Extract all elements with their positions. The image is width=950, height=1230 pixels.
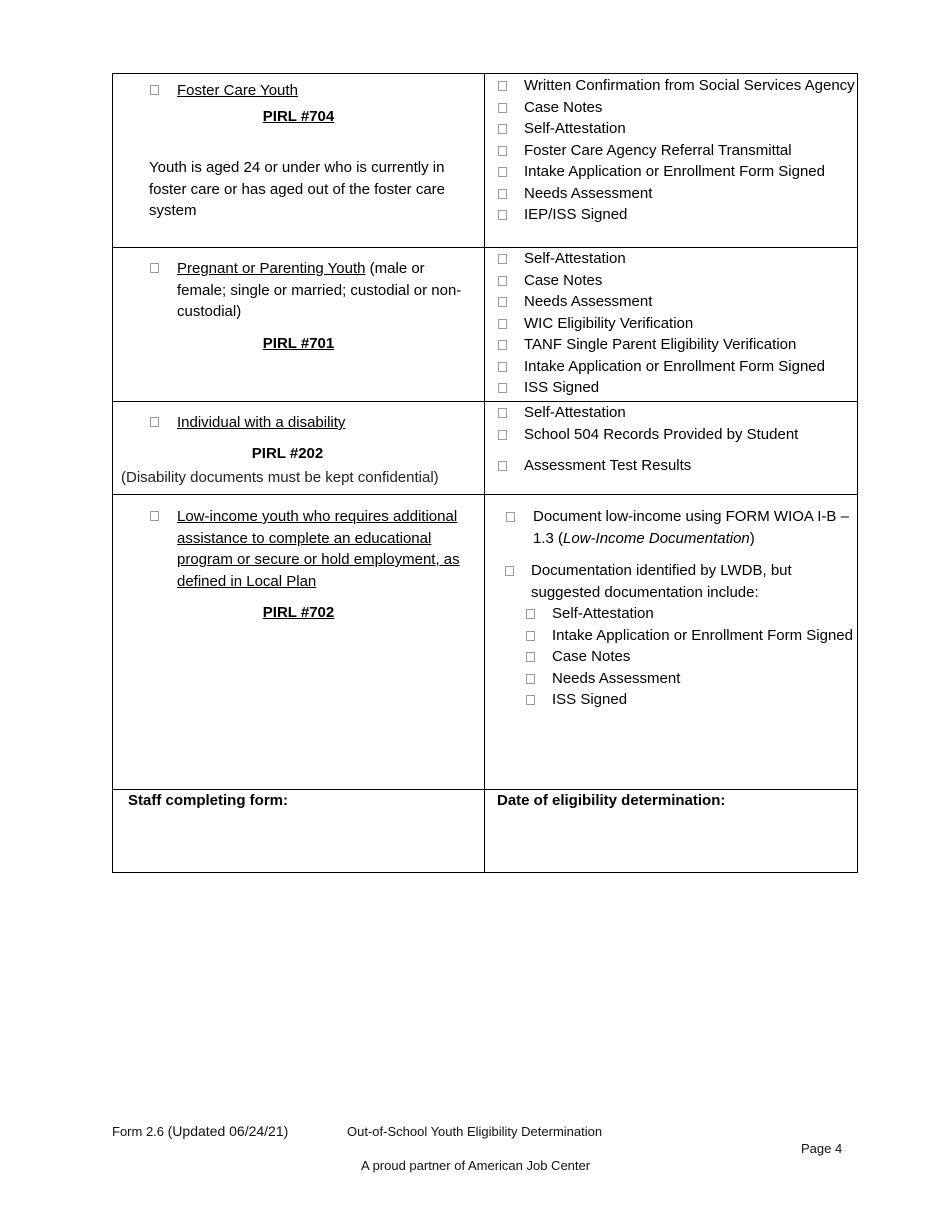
partner-tagline: A proud partner of American Job Center bbox=[361, 1158, 591, 1173]
category-cell bbox=[113, 248, 485, 402]
list-item: Self-Attestation bbox=[485, 402, 857, 424]
table-row bbox=[113, 495, 858, 790]
list-item: Assessment Test Results bbox=[485, 455, 857, 477]
date-label: Date of eligibility determination: bbox=[497, 792, 726, 809]
documentation-cell bbox=[485, 248, 858, 402]
checkbox[interactable] bbox=[150, 417, 159, 427]
table-row bbox=[113, 74, 858, 248]
documentation-cell bbox=[485, 495, 858, 790]
list-item: Self-Attestation bbox=[485, 118, 857, 140]
category-description: Youth is aged 24 or under who is currently in foster care or has aged out of the foster care system bbox=[149, 159, 446, 219]
checkbox[interactable] bbox=[498, 430, 507, 440]
list-item: WIC Eligibility Verification bbox=[485, 313, 857, 335]
category-title: Individual with a disability bbox=[177, 414, 346, 431]
list-item: Needs Assessment bbox=[485, 183, 857, 205]
checkbox[interactable] bbox=[526, 674, 535, 684]
list-item: Intake Application or Enrollment Form Signed bbox=[485, 161, 857, 183]
checkbox[interactable] bbox=[526, 609, 535, 619]
list-item: Written Confirmation from Social Services Agency bbox=[485, 75, 857, 97]
checkbox[interactable] bbox=[498, 81, 507, 91]
list-item: Intake Application or Enrollment Form Signed bbox=[485, 356, 857, 378]
category-title: Foster Care Youth bbox=[177, 82, 298, 99]
checkbox[interactable] bbox=[505, 566, 514, 576]
form-title: Out-of-School Youth Eligibility Determination bbox=[347, 1124, 603, 1139]
list-item: School 504 Records Provided by Student bbox=[485, 424, 857, 446]
checkbox[interactable] bbox=[498, 124, 507, 134]
category-cell bbox=[113, 402, 485, 495]
table-row bbox=[113, 790, 858, 873]
form-id: Form 2.6 (Updated 06/24/21) bbox=[112, 1123, 289, 1139]
documentation-cell bbox=[485, 402, 858, 495]
pirl-code: PIRL #202 bbox=[251, 444, 324, 462]
checkbox[interactable] bbox=[498, 383, 507, 393]
checkbox[interactable] bbox=[498, 408, 507, 418]
list-item: Case Notes bbox=[485, 270, 857, 292]
checkbox[interactable] bbox=[498, 103, 507, 113]
category-cell bbox=[113, 74, 485, 248]
list-item: Intake Application or Enrollment Form Signed bbox=[485, 625, 857, 647]
checkbox[interactable] bbox=[498, 210, 507, 220]
date-cell[interactable] bbox=[485, 790, 858, 873]
checkbox[interactable] bbox=[506, 512, 515, 522]
pirl-code: PIRL #702 bbox=[262, 604, 335, 621]
checkbox[interactable] bbox=[498, 276, 507, 286]
low-income-form-doc: Document low-income using FORM WIOA I-B – 1.3 (Low-Income Documentation) bbox=[485, 506, 857, 549]
lwdb-doc: Documentation identified by LWDB, but suggested documentation include: bbox=[485, 560, 857, 603]
documentation-cell bbox=[485, 74, 858, 248]
checkbox[interactable] bbox=[498, 297, 507, 307]
list-item: Needs Assessment bbox=[485, 668, 857, 690]
table-row bbox=[113, 402, 858, 495]
checkbox[interactable] bbox=[498, 461, 507, 471]
checkbox[interactable] bbox=[526, 695, 535, 705]
staff-label: Staff completing form: bbox=[128, 792, 288, 809]
eligibility-table bbox=[112, 73, 858, 873]
checkbox[interactable] bbox=[498, 362, 507, 372]
checkbox[interactable] bbox=[526, 652, 535, 662]
checkbox[interactable] bbox=[498, 167, 507, 177]
list-item: TANF Single Parent Eligibility Verification bbox=[485, 334, 857, 356]
staff-cell[interactable] bbox=[113, 790, 485, 873]
checkbox[interactable] bbox=[498, 340, 507, 350]
checkbox[interactable] bbox=[498, 254, 507, 264]
list-item: ISS Signed bbox=[485, 689, 857, 711]
list-item: Needs Assessment bbox=[485, 291, 857, 313]
table-row bbox=[113, 248, 858, 402]
list-item: Foster Care Agency Referral Transmittal bbox=[485, 140, 857, 162]
confidentiality-note: (Disability documents must be kept confidential) bbox=[121, 469, 439, 486]
category-title: Pregnant or Parenting Youth (male or female; single or married; custodial or non-custodial) bbox=[177, 260, 462, 320]
category-cell bbox=[113, 495, 485, 790]
pirl-code: PIRL #704 bbox=[262, 107, 335, 125]
checkbox[interactable] bbox=[150, 85, 159, 95]
category-title: Low-income youth who requires additional assistance to complete an educational program or secure or hold employment, as defined in Local Plan bbox=[177, 508, 460, 590]
list-item: Case Notes bbox=[485, 646, 857, 668]
list-item: ISS Signed bbox=[485, 377, 857, 399]
checkbox[interactable] bbox=[150, 263, 159, 273]
list-item: Self-Attestation bbox=[485, 248, 857, 270]
checkbox[interactable] bbox=[150, 511, 159, 521]
checkbox[interactable] bbox=[498, 189, 507, 199]
page-number: Page 4 bbox=[801, 1141, 843, 1156]
list-item: Self-Attestation bbox=[485, 603, 857, 625]
pirl-code: PIRL #701 bbox=[262, 334, 335, 352]
checkbox[interactable] bbox=[498, 319, 507, 329]
list-item: IEP/ISS Signed bbox=[485, 204, 857, 226]
list-item: Case Notes bbox=[485, 97, 857, 119]
checkbox[interactable] bbox=[526, 631, 535, 641]
checkbox[interactable] bbox=[498, 146, 507, 156]
